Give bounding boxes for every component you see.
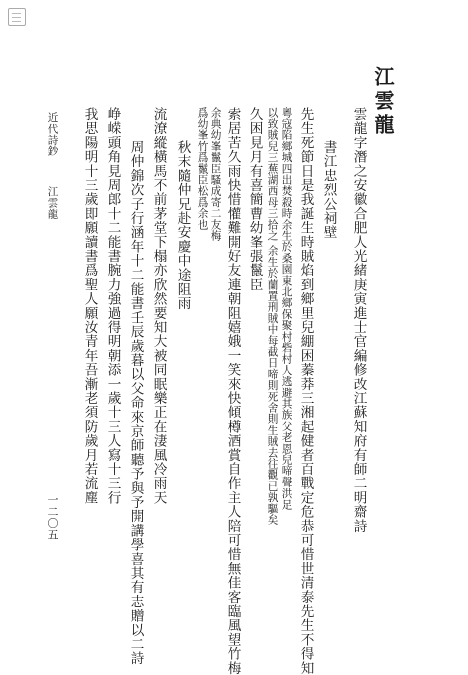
poem-body: 索居苦久雨快惜懽難開好友連朝阻嬉娥一笑來快傾樽酒賞自作主人陪可惜無佳客臨風望竹梅 bbox=[224, 107, 241, 675]
poet-name-footer: 江雲龍 bbox=[46, 186, 59, 220]
poem-body: 峥嵘頭角見周郎十二能書腕力強過得明朝添一歲十三人寫十三行 bbox=[104, 107, 121, 505]
poem-annotation: 余典幼峯鬣臣騷成寄二友梅 bbox=[209, 107, 222, 242]
poem-annotation: 以致賊兒三蕪湖西母三拾之 余生於蘭置刑賊中每截日啼則死舍則生賊去往觀已孰驅矣 bbox=[266, 107, 279, 526]
book-title-footer: 近代詩鈔 bbox=[46, 112, 59, 157]
poem-title: 周仲錦次子行涵年十二能書壬辰歲暮以父命來京師聽予與予開講學喜其有志贈以二詩 bbox=[127, 140, 144, 666]
biography-line: 雲龍字潛之安徽合肥人光緒庚寅進士官編修改江蘇知府有師二明齋詩 bbox=[350, 107, 367, 533]
poem-annotation: 爲幼峯竹爲鬣臣松爲余也 bbox=[196, 107, 209, 231]
poem-body: 先生死節日是我誕生時賊焰到鄉里兒綳困蓁莽三湘起健者百戰定危恭可惜世清泰先生不得知 bbox=[297, 107, 314, 675]
library-stamp bbox=[8, 8, 26, 26]
poem-title: 書江忠烈公祠壁 bbox=[320, 140, 337, 240]
poem-title: 久困見月有喜簡曹幼峯張鬣臣 bbox=[246, 107, 263, 292]
page-number: 一二〇五 bbox=[46, 494, 59, 541]
poet-name-heading: 江雲龍 bbox=[371, 66, 395, 138]
poem-annotation: 粵寇陷鄉城四出焚殺時余生於桑園東北鄉保聚村砦村人逃避其族父老恩兒啼聲洪足 bbox=[280, 107, 293, 511]
poem-body: 流潦縱橫馬不前茅堂下榻亦欣然要知大被同眠樂正在淒風冷雨天 bbox=[150, 107, 167, 505]
poem-title: 秋末隨仲兄赴安慶中途阻雨 bbox=[174, 140, 191, 311]
poem-body: 我思陽明十三歲即願讀書爲聖人願汝青年吾漸老須防歲月若流塵 bbox=[81, 107, 98, 505]
